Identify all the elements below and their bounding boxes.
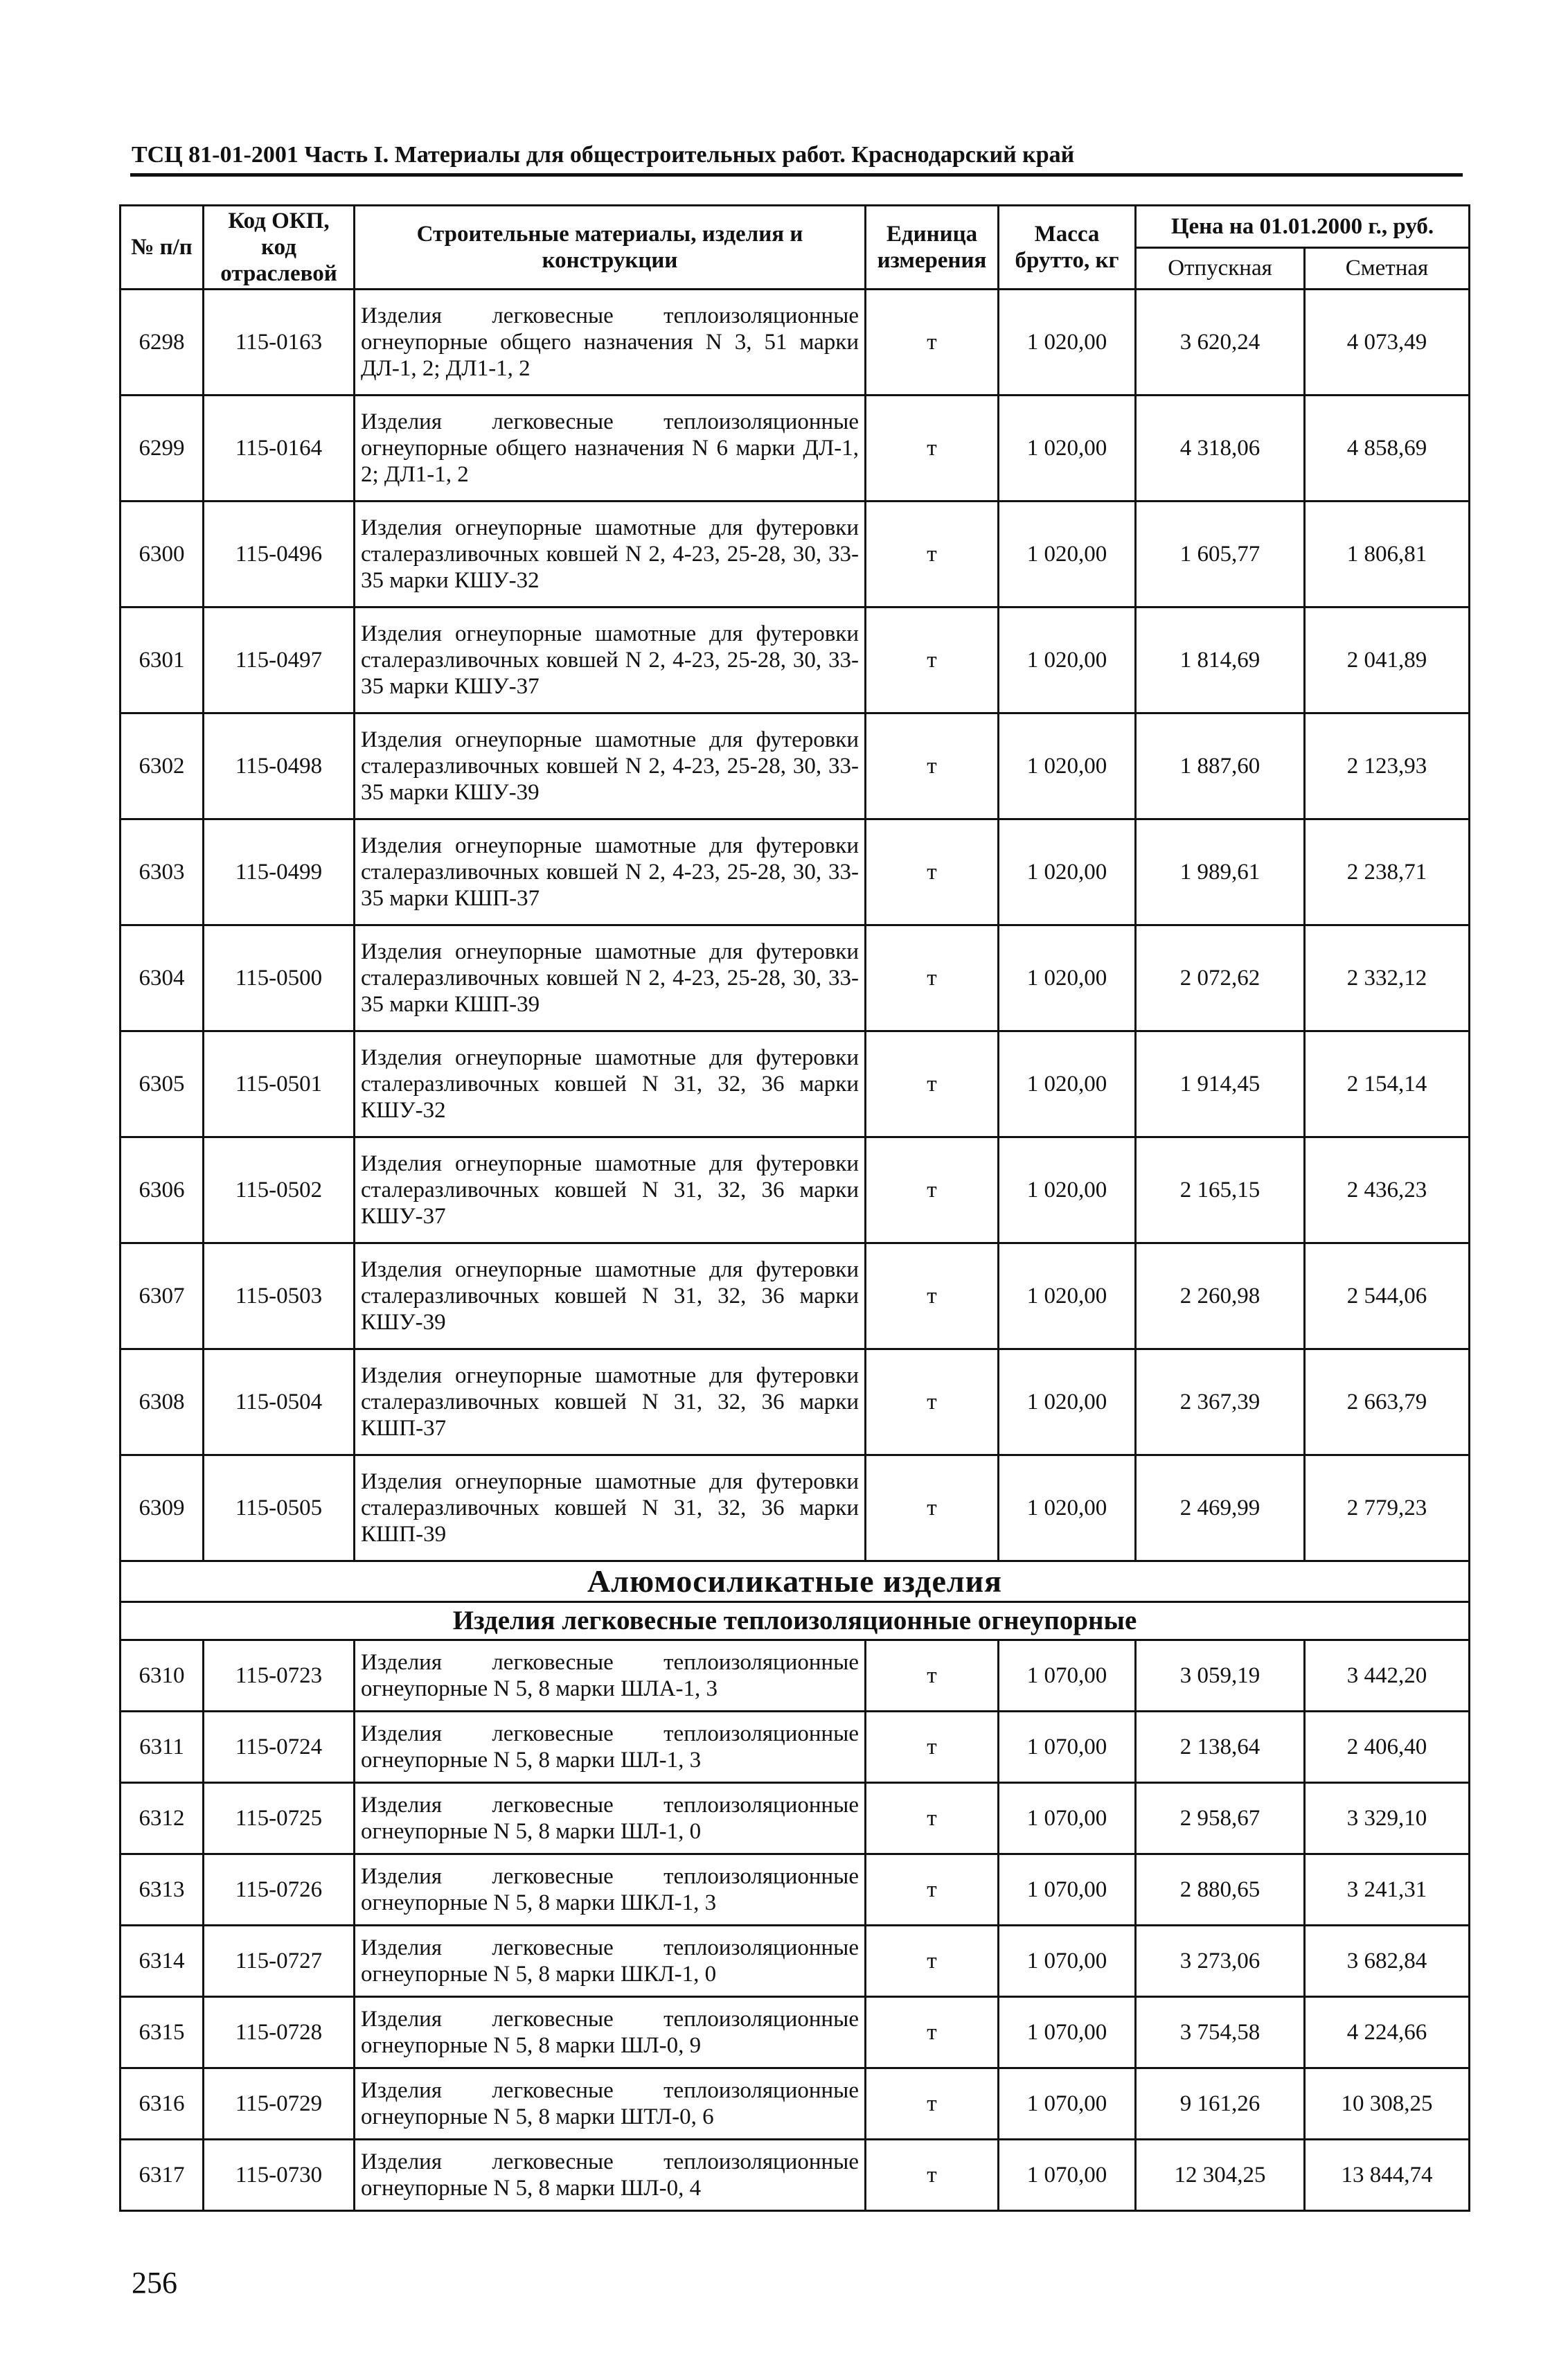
table-row [121,1455,1470,1561]
cell-release-price: 3 059,19 [1136,1640,1305,1712]
table-row [121,1783,1470,1854]
table-row [121,925,1470,1031]
header-code: Код ОКП, код отраслевой [204,206,355,290]
cell-unit: т [866,396,999,502]
cell-estimate-price: 3 442,20 [1305,1640,1470,1712]
cell-unit: т [866,1712,999,1783]
cell-release-price: 2 072,62 [1136,925,1305,1031]
table-row [121,2140,1470,2211]
cell-num: 6301 [121,607,204,713]
cell-mass: 1 020,00 [999,396,1136,502]
cell-estimate-price: 13 844,74 [1305,2140,1470,2211]
cell-mass: 1 020,00 [999,1031,1136,1137]
header-estimate-price: Сметная [1305,247,1470,290]
cell-unit: т [866,1926,999,1997]
cell-release-price: 2 138,64 [1136,1712,1305,1783]
cell-estimate-price: 2 663,79 [1305,1349,1470,1455]
table-row [121,1349,1470,1455]
cell-name: Изделия огнеупорные шамотные для футеровки сталеразливочных ковшей N 2, 4-23, 25-28, 30, 33-35 марки КШП-39 [355,925,866,1031]
cell-mass: 1 020,00 [999,1137,1136,1243]
cell-code: 115-0163 [204,290,355,396]
cell-release-price: 3 273,06 [1136,1926,1305,1997]
cell-num: 6307 [121,1243,204,1349]
cell-estimate-price: 4 858,69 [1305,396,1470,502]
cell-name: Изделия легковесные теплоизоляционные огнеупорные N 5, 8 марки ШЛ-0, 4 [355,2140,866,2211]
cell-release-price: 3 620,24 [1136,290,1305,396]
subsection-title: Изделия легковесные теплоизоляционные огнеупорные [121,1602,1470,1640]
header-num: № п/п [121,206,204,290]
page-number: 256 [132,2266,177,2300]
cell-mass: 1 070,00 [999,2140,1136,2211]
cell-name: Изделия огнеупорные шамотные для футеровки сталеразливочных ковшей N 2, 4-23, 25-28, 30, 33-35 марки КШУ-32 [355,502,866,607]
table-row [121,2068,1470,2140]
cell-mass: 1 020,00 [999,607,1136,713]
cell-code: 115-0727 [204,1926,355,1997]
table-body-refractory [121,290,1470,1561]
cell-num: 6309 [121,1455,204,1561]
table-row [121,607,1470,713]
cell-code: 115-0729 [204,2068,355,2140]
header-unit: Единица измерения [866,206,999,290]
cell-estimate-price: 3 241,31 [1305,1854,1470,1926]
cell-estimate-price: 3 682,84 [1305,1926,1470,1997]
cell-release-price: 2 880,65 [1136,1854,1305,1926]
table-row [121,819,1470,925]
cell-estimate-price: 3 329,10 [1305,1783,1470,1854]
cell-unit: т [866,2140,999,2211]
cell-name: Изделия огнеупорные шамотные для футеровки сталеразливочных ковшей N 31, 32, 36 марки КШУ-37 [355,1137,866,1243]
table-row [121,502,1470,607]
cell-code: 115-0728 [204,1997,355,2068]
header-price: Цена на 01.01.2000 г., руб. [1136,206,1470,248]
cell-num: 6298 [121,290,204,396]
cell-name: Изделия огнеупорные шамотные для футеровки сталеразливочных ковшей N 2, 4-23, 25-28, 30, 33-35 марки КШП-37 [355,819,866,925]
cell-mass: 1 020,00 [999,290,1136,396]
cell-mass: 1 070,00 [999,1783,1136,1854]
cell-mass: 1 020,00 [999,1455,1136,1561]
cell-release-price: 2 165,15 [1136,1137,1305,1243]
cell-code: 115-0725 [204,1783,355,1854]
cell-code: 115-0498 [204,713,355,819]
cell-code: 115-0502 [204,1137,355,1243]
cell-code: 115-0497 [204,607,355,713]
cell-code: 115-0723 [204,1640,355,1712]
cell-name: Изделия огнеупорные шамотные для футеровки сталеразливочных ковшей N 31, 32, 36 марки КШП-39 [355,1455,866,1561]
cell-name: Изделия легковесные теплоизоляционные огнеупорные общего назначения N 6 марки ДЛ-1, 2; ДЛ1-1, 2 [355,396,866,502]
cell-mass: 1 020,00 [999,1243,1136,1349]
cell-code: 115-0496 [204,502,355,607]
table-row [121,713,1470,819]
cell-name: Изделия огнеупорные шамотные для футеровки сталеразливочных ковшей N 2, 4-23, 25-28, 30, 33-35 марки КШУ-37 [355,607,866,713]
cell-unit: т [866,925,999,1031]
cell-estimate-price: 2 238,71 [1305,819,1470,925]
cell-release-price: 1 814,69 [1136,607,1305,713]
cell-estimate-price: 4 224,66 [1305,1997,1470,2068]
cell-name: Изделия огнеупорные шамотные для футеровки сталеразливочных ковшей N 31, 32, 36 марки КШУ-39 [355,1243,866,1349]
cell-estimate-price: 4 073,49 [1305,290,1470,396]
cell-num: 6303 [121,819,204,925]
cell-code: 115-0724 [204,1712,355,1783]
cell-estimate-price: 2 436,23 [1305,1137,1470,1243]
cell-code: 115-0505 [204,1455,355,1561]
cell-unit: т [866,1997,999,2068]
cell-mass: 1 020,00 [999,925,1136,1031]
cell-unit: т [866,1455,999,1561]
cell-release-price: 1 887,60 [1136,713,1305,819]
cell-num: 6300 [121,502,204,607]
cell-release-price: 1 989,61 [1136,819,1305,925]
cell-unit: т [866,713,999,819]
cell-release-price: 2 260,98 [1136,1243,1305,1349]
cell-estimate-price: 10 308,25 [1305,2068,1470,2140]
cell-code: 115-0164 [204,396,355,502]
cell-num: 6304 [121,925,204,1031]
cell-name: Изделия легковесные теплоизоляционные огнеупорные N 5, 8 марки ШКЛ-1, 3 [355,1854,866,1926]
cell-num: 6305 [121,1031,204,1137]
table-body-aluminosilicate [121,1640,1470,2211]
header-release-price: Отпускная [1136,247,1305,290]
table-header [121,206,1470,290]
table-row [121,1926,1470,1997]
table-row [121,1137,1470,1243]
cell-estimate-price: 2 154,14 [1305,1031,1470,1137]
cell-name: Изделия огнеупорные шамотные для футеровки сталеразливочных ковшей N 31, 32, 36 марки КШУ-32 [355,1031,866,1137]
cell-unit: т [866,819,999,925]
cell-release-price: 2 469,99 [1136,1455,1305,1561]
cell-name: Изделия легковесные теплоизоляционные огнеупорные N 5, 8 марки ШЛА-1, 3 [355,1640,866,1712]
cell-unit: т [866,607,999,713]
cell-mass: 1 020,00 [999,713,1136,819]
cell-num: 6308 [121,1349,204,1455]
header-rule [130,173,1463,177]
cell-unit: т [866,290,999,396]
cell-release-price: 4 318,06 [1136,396,1305,502]
cell-name: Изделия легковесные теплоизоляционные огнеупорные N 5, 8 марки ШЛ-1, 0 [355,1783,866,1854]
table-section-headings [121,1561,1470,1640]
cell-mass: 1 070,00 [999,1854,1136,1926]
table-row [121,1854,1470,1926]
cell-num: 6310 [121,1640,204,1712]
header-name: Строительные материалы, изделия и конструкции [355,206,866,290]
cell-name: Изделия легковесные теплоизоляционные огнеупорные N 5, 8 марки ШЛ-1, 3 [355,1712,866,1783]
cell-name: Изделия легковесные теплоизоляционные огнеупорные N 5, 8 марки ШТЛ-0, 6 [355,2068,866,2140]
cell-mass: 1 020,00 [999,819,1136,925]
cell-code: 115-0726 [204,1854,355,1926]
cell-release-price: 1 605,77 [1136,502,1305,607]
cell-num: 6302 [121,713,204,819]
cell-mass: 1 070,00 [999,2068,1136,2140]
cell-num: 6314 [121,1926,204,1997]
cell-code: 115-0501 [204,1031,355,1137]
cell-name: Изделия легковесные теплоизоляционные огнеупорные общего назначения N 3, 51 марки ДЛ-1, 2; ДЛ1-1, 2 [355,290,866,396]
cell-code: 115-0504 [204,1349,355,1455]
cell-estimate-price: 2 406,40 [1305,1712,1470,1783]
section-title: Алюмосиликатные изделия [121,1561,1470,1602]
cell-unit: т [866,1640,999,1712]
cell-unit: т [866,1783,999,1854]
cell-estimate-price: 2 332,12 [1305,925,1470,1031]
cell-name: Изделия легковесные теплоизоляционные огнеупорные N 5, 8 марки ШЛ-0, 9 [355,1997,866,2068]
table-row [121,1243,1470,1349]
cell-unit: т [866,502,999,607]
cell-unit: т [866,1137,999,1243]
cell-release-price: 9 161,26 [1136,2068,1305,2140]
cell-estimate-price: 1 806,81 [1305,502,1470,607]
cell-mass: 1 070,00 [999,1640,1136,1712]
cell-name: Изделия огнеупорные шамотные для футеровки сталеразливочных ковшей N 31, 32, 36 марки КШП-37 [355,1349,866,1455]
cell-estimate-price: 2 123,93 [1305,713,1470,819]
running-header: ТСЦ 81-01-2001 Часть I. Материалы для общестроительных работ. Краснодарский край [132,142,1075,168]
cell-release-price: 2 958,67 [1136,1783,1305,1854]
cell-release-price: 1 914,45 [1136,1031,1305,1137]
cell-num: 6312 [121,1783,204,1854]
cell-unit: т [866,2068,999,2140]
table-row [121,1712,1470,1783]
table-row [121,290,1470,396]
table-row [121,396,1470,502]
cell-mass: 1 070,00 [999,1997,1136,2068]
cell-unit: т [866,1349,999,1455]
cell-num: 6306 [121,1137,204,1243]
cell-code: 115-0730 [204,2140,355,2211]
table-row [121,1997,1470,2068]
cell-code: 115-0500 [204,925,355,1031]
header-mass: Масса брутто, кг [999,206,1136,290]
cell-name: Изделия огнеупорные шамотные для футеровки сталеразливочных ковшей N 2, 4-23, 25-28, 30, 33-35 марки КШУ-39 [355,713,866,819]
cell-mass: 1 070,00 [999,1712,1136,1783]
cell-mass: 1 020,00 [999,1349,1136,1455]
cell-estimate-price: 2 041,89 [1305,607,1470,713]
cell-num: 6317 [121,2140,204,2211]
cell-unit: т [866,1243,999,1349]
cell-mass: 1 070,00 [999,1926,1136,1997]
cell-estimate-price: 2 544,06 [1305,1243,1470,1349]
cell-num: 6315 [121,1997,204,2068]
cell-mass: 1 020,00 [999,502,1136,607]
cell-num: 6299 [121,396,204,502]
cell-num: 6311 [121,1712,204,1783]
cell-code: 115-0503 [204,1243,355,1349]
materials-table [119,204,1470,2212]
cell-release-price: 2 367,39 [1136,1349,1305,1455]
cell-release-price: 12 304,25 [1136,2140,1305,2211]
cell-code: 115-0499 [204,819,355,925]
cell-unit: т [866,1031,999,1137]
cell-name: Изделия легковесные теплоизоляционные огнеупорные N 5, 8 марки ШКЛ-1, 0 [355,1926,866,1997]
cell-estimate-price: 2 779,23 [1305,1455,1470,1561]
table-row [121,1640,1470,1712]
cell-unit: т [866,1854,999,1926]
cell-num: 6316 [121,2068,204,2140]
cell-num: 6313 [121,1854,204,1926]
cell-release-price: 3 754,58 [1136,1997,1305,2068]
table-row [121,1031,1470,1137]
